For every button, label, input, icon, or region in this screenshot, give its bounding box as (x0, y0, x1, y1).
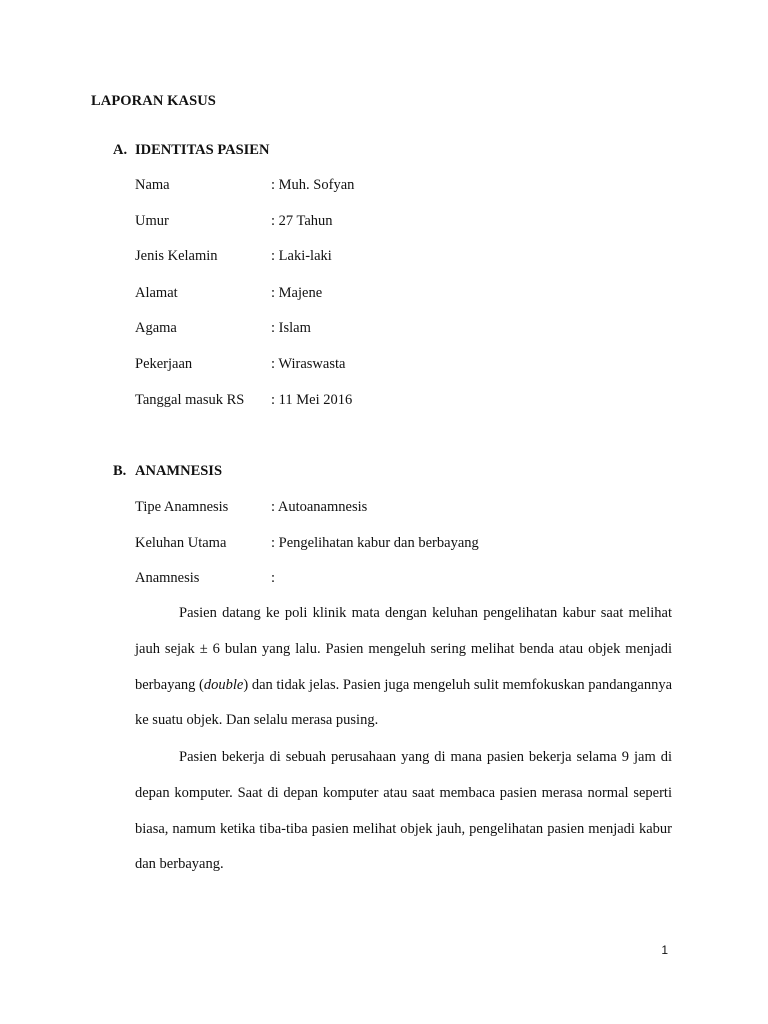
section-b-heading (113, 463, 222, 480)
field-label: Tanggal masuk RS (135, 392, 245, 408)
anamnesis-paragraph-1 (135, 596, 672, 739)
identity-row-nama (135, 177, 675, 197)
document-title: LAPORAN KASUS (91, 93, 216, 109)
identity-row-pekerjaan (135, 356, 675, 376)
field-value: : Wiraswasta (271, 356, 346, 372)
field-label: Anamnesis (135, 570, 200, 586)
field-value: : (271, 570, 276, 586)
field-value: : 11 Mei 2016 (271, 392, 353, 408)
field-value: : Pengelihatan kabur dan berbayang (271, 535, 479, 551)
identity-row-jenis-kelamin (135, 248, 675, 268)
field-label: Tipe Anamnesis (135, 499, 229, 515)
field-value: : Laki-laki (271, 248, 332, 264)
field-value: : Autoanamnesis (271, 499, 368, 515)
field-label: Pekerjaan (135, 356, 193, 372)
identity-row-alamat (135, 285, 675, 305)
paragraph-italic-term: double (203, 676, 244, 693)
field-value: : Majene (271, 285, 323, 301)
paragraph-text: ) dan tidak jelas. Pasien juga mengeluh sulit memfokuskan pandangannya ke suatu objek. Dan selalu merasa pusing. (135, 676, 673, 729)
field-label: Umur (135, 213, 169, 229)
identity-row-agama (135, 320, 675, 340)
field-label: Alamat (135, 285, 178, 301)
anamnesis-row-anamnesis (135, 570, 675, 590)
section-a-title: IDENTITAS PASIEN (135, 142, 270, 158)
anamnesis-row-keluhan-utama (135, 535, 675, 555)
section-a-heading (113, 142, 269, 159)
section-b-letter: B. (113, 463, 127, 479)
section-b-title: ANAMNESIS (135, 463, 223, 479)
field-value: : 27 Tahun (271, 213, 333, 229)
anamnesis-row-tipe (135, 499, 675, 519)
paragraph-text: Pasien datang ke poli klinik mata dengan keluhan pengelihatan kabur saat melihat jauh sejak ± 6 bulan yang lalu. Pasien mengeluh sering melihat benda atau objek menjadi berbayang ( (135, 605, 672, 693)
identity-row-tanggal-masuk (135, 392, 675, 412)
section-a-letter: A. (113, 142, 128, 158)
field-label: Agama (135, 320, 177, 336)
anamnesis-paragraph-2: Pasien bekerja di sebuah perusahaan yang di mana pasien bekerja selama 9 jam di depan komputer. Saat di depan komputer atau saat membaca pasien merasa normal seperti biasa, namum ketika tiba-tiba pasien melihat objek jauh, pengelihatan pasien menjadi kabur dan berbayang. (135, 749, 672, 873)
page-number: 1 (661, 943, 668, 957)
field-value: : Muh. Sofyan (271, 177, 355, 193)
field-label: Keluhan Utama (135, 535, 227, 551)
field-label: Nama (135, 177, 170, 193)
identity-row-umur (135, 213, 675, 233)
field-value: : Islam (271, 320, 311, 336)
field-label: Jenis Kelamin (135, 248, 218, 264)
